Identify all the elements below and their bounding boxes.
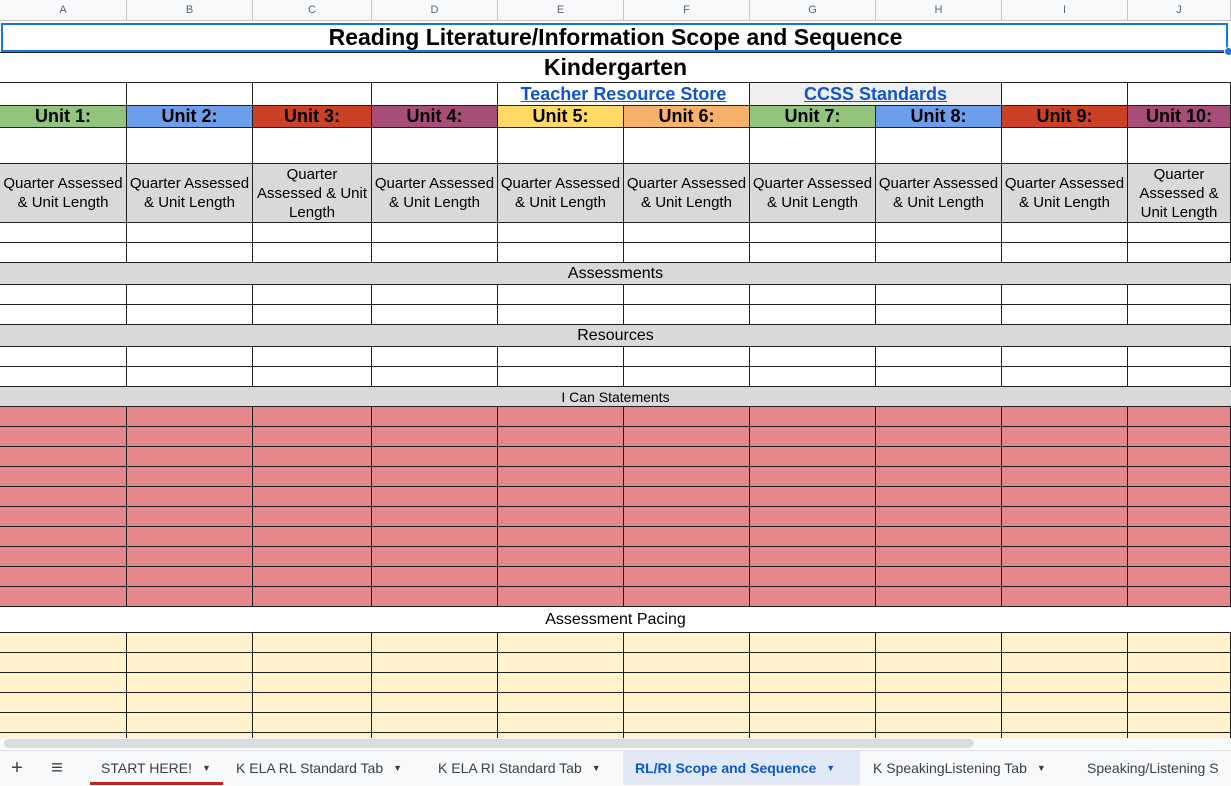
assessment-pacing-cell[interactable] — [372, 693, 498, 713]
assessment-pacing-cell[interactable] — [750, 693, 876, 713]
assessment-pacing-cell[interactable] — [750, 673, 876, 693]
assessment-pacing-cell[interactable] — [876, 673, 1002, 693]
assessment-pacing-cell[interactable] — [1128, 713, 1231, 733]
unit-header-5[interactable]: Unit 5: — [498, 106, 624, 128]
i-can-statement-cell[interactable] — [876, 547, 1002, 567]
assessment-pacing-cell[interactable] — [624, 653, 750, 673]
assessment-pacing-cell[interactable] — [253, 673, 372, 693]
i-can-statement-cell[interactable] — [372, 547, 498, 567]
column-header-d[interactable]: D — [372, 0, 498, 21]
sheet-tab-1[interactable] — [90, 751, 223, 785]
i-can-statement-cell[interactable] — [624, 467, 750, 487]
assessment-pacing-cell[interactable] — [498, 713, 624, 733]
empty-cell[interactable] — [0, 223, 127, 243]
quarter-assessed-cell-9[interactable]: Quarter Assessed & Unit Length — [1002, 164, 1128, 223]
i-can-statement-cell[interactable] — [372, 467, 498, 487]
assessment-pacing-cell[interactable] — [1002, 693, 1128, 713]
sheet-subtitle-cell[interactable]: Kindergarten — [0, 53, 1231, 83]
empty-cell[interactable] — [750, 223, 876, 243]
assessment-pacing-cell[interactable] — [372, 673, 498, 693]
i-can-statement-cell[interactable] — [750, 527, 876, 547]
i-can-statement-cell[interactable] — [876, 447, 1002, 467]
empty-cell[interactable] — [498, 243, 624, 263]
empty-cell[interactable] — [876, 128, 1002, 164]
sheet-tab-label: RL/RI Scope and Sequence — [635, 760, 817, 776]
empty-cell[interactable] — [1002, 128, 1128, 164]
resources-section-header[interactable]: Resources — [0, 325, 1231, 347]
empty-cell[interactable] — [127, 285, 253, 305]
i-can-statement-cell[interactable] — [253, 567, 372, 587]
i-can-statement-cell[interactable] — [372, 507, 498, 527]
i-can-statement-cell[interactable] — [253, 547, 372, 567]
chevron-down-icon[interactable]: ▼ — [826, 763, 836, 773]
i-can-statement-cell[interactable] — [0, 407, 127, 427]
empty-cell[interactable] — [372, 347, 498, 367]
empty-cell[interactable] — [876, 223, 1002, 243]
empty-cell[interactable] — [876, 243, 1002, 263]
unit-header-4[interactable]: Unit 4: — [372, 106, 498, 128]
quarter-assessed-cell-10[interactable]: Quarter Assessed & Unit Length — [1128, 164, 1231, 223]
assessment-pacing-cell[interactable] — [750, 653, 876, 673]
empty-cell[interactable] — [750, 285, 876, 305]
i-can-statement-cell[interactable] — [750, 507, 876, 527]
i-can-statement-cell[interactable] — [1002, 587, 1128, 607]
assessment-pacing-cell[interactable] — [498, 653, 624, 673]
sheet-tab-label: K ELA RI Standard Tab — [438, 760, 582, 776]
i-can-statement-cell[interactable] — [372, 567, 498, 587]
quarter-assessed-cell-4[interactable]: Quarter Assessed & Unit Length — [372, 164, 498, 223]
i-can-statement-cell[interactable] — [876, 467, 1002, 487]
empty-cell[interactable] — [624, 285, 750, 305]
i-can-statement-cell[interactable] — [624, 587, 750, 607]
i-can-statement-cell[interactable] — [624, 507, 750, 527]
assessment-pacing-cell[interactable] — [498, 633, 624, 653]
empty-cell[interactable] — [0, 305, 127, 325]
i-can-statement-cell[interactable] — [624, 447, 750, 467]
empty-cell[interactable] — [1002, 367, 1128, 387]
i-can-statement-cell[interactable] — [253, 427, 372, 447]
assessment-pacing-cell[interactable] — [876, 633, 1002, 653]
i-can-statement-cell[interactable] — [750, 587, 876, 607]
assessments-section-header[interactable]: Assessments — [0, 263, 1231, 285]
empty-cell[interactable] — [498, 285, 624, 305]
empty-cell[interactable] — [1128, 128, 1231, 164]
i-can-statement-cell[interactable] — [1128, 427, 1231, 447]
i-can-statement-cell[interactable] — [624, 407, 750, 427]
i-can-statement-cell[interactable] — [1002, 427, 1128, 447]
empty-cell[interactable] — [624, 367, 750, 387]
i-can-statement-cell[interactable] — [1128, 407, 1231, 427]
empty-cell[interactable] — [624, 128, 750, 164]
column-header-i[interactable]: I — [1002, 0, 1128, 21]
unit-header-3[interactable]: Unit 3: — [253, 106, 372, 128]
assessment-pacing-cell[interactable] — [498, 693, 624, 713]
i-can-statement-cell[interactable] — [750, 487, 876, 507]
i-can-statement-cell[interactable] — [372, 587, 498, 607]
horizontal-scrollbar-thumb[interactable] — [4, 739, 974, 748]
column-header-b[interactable]: B — [127, 0, 253, 21]
assessment-pacing-cell[interactable] — [0, 713, 127, 733]
empty-cell[interactable] — [0, 243, 127, 263]
assessment-pacing-cell[interactable] — [372, 713, 498, 733]
i-can-statement-cell[interactable] — [624, 527, 750, 547]
empty-cell[interactable] — [1002, 83, 1128, 106]
i-can-statement-cell[interactable] — [498, 487, 624, 507]
i-can-statement-cell[interactable] — [1128, 467, 1231, 487]
i-can-statement-cell[interactable] — [127, 467, 253, 487]
i-can-statement-cell[interactable] — [876, 567, 1002, 587]
empty-cell[interactable] — [127, 305, 253, 325]
empty-cell[interactable] — [0, 128, 127, 164]
i-can-statement-cell[interactable] — [1002, 447, 1128, 467]
i-can-statement-cell[interactable] — [876, 507, 1002, 527]
assessment-pacing-cell[interactable] — [253, 693, 372, 713]
i-can-statement-cell[interactable] — [1002, 527, 1128, 547]
i-can-statements-section-header[interactable]: I Can Statements — [0, 387, 1231, 407]
quarter-assessed-cell-5[interactable]: Quarter Assessed & Unit Length — [498, 164, 624, 223]
empty-cell[interactable] — [624, 223, 750, 243]
i-can-statement-cell[interactable] — [0, 547, 127, 567]
i-can-statement-cell[interactable] — [127, 507, 253, 527]
i-can-statement-cell[interactable] — [624, 427, 750, 447]
column-header-a[interactable]: A — [0, 0, 127, 21]
i-can-statement-cell[interactable] — [498, 427, 624, 447]
empty-cell[interactable] — [1002, 285, 1128, 305]
i-can-statement-cell[interactable] — [876, 487, 1002, 507]
i-can-statement-cell[interactable] — [750, 447, 876, 467]
teacher-resource-store-link[interactable]: Teacher Resource Store — [498, 83, 750, 106]
i-can-statement-cell[interactable] — [127, 587, 253, 607]
assessment-pacing-cell[interactable] — [876, 693, 1002, 713]
assessment-pacing-cell[interactable] — [498, 673, 624, 693]
assessment-pacing-cell[interactable] — [876, 713, 1002, 733]
assessment-pacing-section-header[interactable]: Assessment Pacing — [0, 607, 1231, 633]
i-can-statement-cell[interactable] — [498, 527, 624, 547]
unit-header-1[interactable]: Unit 1: — [0, 106, 127, 128]
assessment-pacing-cell[interactable] — [0, 693, 127, 713]
unit-header-2[interactable]: Unit 2: — [127, 106, 253, 128]
i-can-statement-cell[interactable] — [0, 447, 127, 467]
i-can-statement-cell[interactable] — [253, 527, 372, 547]
i-can-statement-cell[interactable] — [624, 567, 750, 587]
empty-cell[interactable] — [498, 305, 624, 325]
i-can-statement-cell[interactable] — [127, 447, 253, 467]
empty-cell[interactable] — [498, 128, 624, 164]
column-header-f[interactable]: F — [624, 0, 750, 21]
i-can-statement-cell[interactable] — [0, 427, 127, 447]
empty-cell[interactable] — [372, 223, 498, 243]
assessment-pacing-cell[interactable] — [127, 653, 253, 673]
assessment-pacing-cell[interactable] — [624, 713, 750, 733]
i-can-statement-cell[interactable] — [498, 547, 624, 567]
empty-cell[interactable] — [253, 83, 372, 106]
i-can-statement-cell[interactable] — [624, 547, 750, 567]
assessment-pacing-cell[interactable] — [372, 653, 498, 673]
quarter-assessed-cell-6[interactable]: Quarter Assessed & Unit Length — [624, 164, 750, 223]
i-can-statement-cell[interactable] — [0, 587, 127, 607]
i-can-statement-cell[interactable] — [876, 587, 1002, 607]
chevron-down-icon[interactable]: ▼ — [591, 763, 601, 773]
column-header-g[interactable]: G — [750, 0, 876, 21]
assessment-pacing-cell[interactable] — [127, 673, 253, 693]
i-can-statement-cell[interactable] — [253, 487, 372, 507]
empty-cell[interactable] — [372, 83, 498, 106]
empty-cell[interactable] — [1002, 223, 1128, 243]
empty-cell[interactable] — [0, 347, 127, 367]
assessment-pacing-cell[interactable] — [750, 713, 876, 733]
assessment-pacing-cell[interactable] — [624, 633, 750, 653]
empty-cell[interactable] — [253, 285, 372, 305]
sheet-tab-4[interactable] — [623, 751, 860, 785]
empty-cell[interactable] — [750, 367, 876, 387]
empty-cell[interactable] — [253, 305, 372, 325]
i-can-statement-cell[interactable] — [1002, 407, 1128, 427]
empty-cell[interactable] — [0, 285, 127, 305]
i-can-statement-cell[interactable] — [750, 547, 876, 567]
i-can-statement-cell[interactable] — [372, 447, 498, 467]
empty-cell[interactable] — [253, 128, 372, 164]
i-can-statement-cell[interactable] — [0, 527, 127, 547]
assessment-pacing-cell[interactable] — [1002, 713, 1128, 733]
empty-cell[interactable] — [1128, 305, 1231, 325]
chevron-down-icon[interactable]: ▼ — [393, 763, 403, 773]
add-sheet-button[interactable]: + — [11, 757, 23, 779]
assessment-pacing-cell[interactable] — [1128, 653, 1231, 673]
i-can-statement-cell[interactable] — [127, 547, 253, 567]
column-header-h[interactable]: H — [876, 0, 1002, 21]
all-sheets-menu-button[interactable]: ≡ — [51, 757, 63, 779]
empty-cell[interactable] — [372, 367, 498, 387]
i-can-statement-cell[interactable] — [372, 407, 498, 427]
assessment-pacing-cell[interactable] — [750, 633, 876, 653]
empty-cell[interactable] — [253, 243, 372, 263]
i-can-statement-cell[interactable] — [498, 507, 624, 527]
empty-cell[interactable] — [750, 305, 876, 325]
i-can-statement-cell[interactable] — [498, 567, 624, 587]
chevron-down-icon[interactable]: ▼ — [1036, 763, 1046, 773]
quarter-assessed-cell-7[interactable]: Quarter Assessed & Unit Length — [750, 164, 876, 223]
assessment-pacing-cell[interactable] — [127, 693, 253, 713]
i-can-statement-cell[interactable] — [253, 507, 372, 527]
sheet-title-cell[interactable]: Reading Literature/Information Scope and Sequence — [0, 22, 1231, 53]
fill-handle[interactable] — [1224, 47, 1231, 56]
empty-cell[interactable] — [498, 367, 624, 387]
quarter-assessed-cell-8[interactable]: Quarter Assessed & Unit Length — [876, 164, 1002, 223]
i-can-statement-cell[interactable] — [127, 527, 253, 547]
empty-cell[interactable] — [1128, 243, 1231, 263]
i-can-statement-cell[interactable] — [372, 487, 498, 507]
empty-cell[interactable] — [750, 243, 876, 263]
column-header-j[interactable]: J — [1128, 0, 1231, 21]
empty-cell[interactable] — [127, 223, 253, 243]
chevron-down-icon[interactable]: ▼ — [202, 763, 211, 773]
assessment-pacing-cell[interactable] — [1002, 633, 1128, 653]
empty-cell[interactable] — [372, 243, 498, 263]
empty-cell[interactable] — [253, 347, 372, 367]
assessment-pacing-cell[interactable] — [253, 653, 372, 673]
empty-cell[interactable] — [127, 243, 253, 263]
unit-header-7[interactable]: Unit 7: — [750, 106, 876, 128]
empty-cell[interactable] — [1002, 243, 1128, 263]
i-can-statement-cell[interactable] — [1002, 487, 1128, 507]
empty-cell[interactable] — [1128, 367, 1231, 387]
i-can-statement-cell[interactable] — [1128, 547, 1231, 567]
empty-cell[interactable] — [372, 128, 498, 164]
assessment-pacing-cell[interactable] — [1128, 673, 1231, 693]
i-can-statement-cell[interactable] — [1128, 527, 1231, 547]
i-can-statement-cell[interactable] — [253, 447, 372, 467]
i-can-statement-cell[interactable] — [253, 407, 372, 427]
i-can-statement-cell[interactable] — [750, 467, 876, 487]
i-can-statement-cell[interactable] — [750, 427, 876, 447]
i-can-statement-cell[interactable] — [253, 467, 372, 487]
sheet-tab-6[interactable] — [1075, 751, 1231, 785]
i-can-statement-cell[interactable] — [0, 507, 127, 527]
i-can-statement-cell[interactable] — [498, 407, 624, 427]
unit-header-6[interactable]: Unit 6: — [624, 106, 750, 128]
assessment-pacing-cell[interactable] — [253, 633, 372, 653]
assessment-pacing-cell[interactable] — [1002, 673, 1128, 693]
empty-cell[interactable] — [624, 243, 750, 263]
i-can-statement-cell[interactable] — [127, 487, 253, 507]
assessment-pacing-cell[interactable] — [372, 633, 498, 653]
assessment-pacing-cell[interactable] — [1128, 693, 1231, 713]
empty-cell[interactable] — [876, 305, 1002, 325]
empty-cell[interactable] — [127, 347, 253, 367]
empty-cell[interactable] — [624, 305, 750, 325]
unit-header-8[interactable]: Unit 8: — [876, 106, 1002, 128]
column-header-e[interactable]: E — [498, 0, 624, 21]
i-can-statement-cell[interactable] — [498, 447, 624, 467]
sheet-tab-2[interactable] — [224, 751, 426, 785]
i-can-statement-cell[interactable] — [498, 467, 624, 487]
assessment-pacing-cell[interactable] — [0, 673, 127, 693]
empty-cell[interactable] — [127, 128, 253, 164]
unit-header-9[interactable]: Unit 9: — [1002, 106, 1128, 128]
i-can-statement-cell[interactable] — [1128, 447, 1231, 467]
i-can-statement-cell[interactable] — [624, 487, 750, 507]
i-can-statement-cell[interactable] — [1128, 487, 1231, 507]
assessment-pacing-cell[interactable] — [127, 633, 253, 653]
empty-cell[interactable] — [750, 128, 876, 164]
i-can-statement-cell[interactable] — [0, 567, 127, 587]
sheet-tab-label: START HERE! — [101, 760, 193, 776]
empty-cell[interactable] — [1002, 347, 1128, 367]
i-can-statement-cell[interactable] — [1128, 587, 1231, 607]
i-can-statement-cell[interactable] — [750, 567, 876, 587]
assessment-pacing-cell[interactable] — [1002, 653, 1128, 673]
empty-cell[interactable] — [876, 285, 1002, 305]
sheet-tab-label: K SpeakingListening Tab — [873, 760, 1027, 776]
assessment-pacing-cell[interactable] — [876, 653, 1002, 673]
i-can-statement-cell[interactable] — [1002, 467, 1128, 487]
empty-cell[interactable] — [372, 305, 498, 325]
empty-cell[interactable] — [876, 347, 1002, 367]
i-can-statement-cell[interactable] — [1002, 567, 1128, 587]
i-can-statement-cell[interactable] — [0, 467, 127, 487]
assessment-pacing-cell[interactable] — [1128, 633, 1231, 653]
empty-cell[interactable] — [0, 83, 127, 106]
empty-cell[interactable] — [0, 367, 127, 387]
assessment-pacing-cell[interactable] — [0, 653, 127, 673]
empty-cell[interactable] — [127, 367, 253, 387]
empty-cell[interactable] — [1128, 223, 1231, 243]
i-can-statement-cell[interactable] — [127, 407, 253, 427]
i-can-statement-cell[interactable] — [876, 407, 1002, 427]
empty-cell[interactable] — [1002, 305, 1128, 325]
empty-cell[interactable] — [1128, 347, 1231, 367]
unit-header-10[interactable]: Unit 10: — [1128, 106, 1231, 128]
i-can-statement-cell[interactable] — [1128, 567, 1231, 587]
empty-cell[interactable] — [498, 223, 624, 243]
i-can-statement-cell[interactable] — [750, 407, 876, 427]
empty-cell[interactable] — [1128, 285, 1231, 305]
ccss-standards-link[interactable]: CCSS Standards — [750, 83, 1002, 106]
sheet-tab-label: K ELA RL Standard Tab — [236, 760, 384, 776]
empty-cell[interactable] — [876, 367, 1002, 387]
empty-cell[interactable] — [253, 223, 372, 243]
quarter-assessed-cell-3[interactable]: Quarter Assessed & Unit Length — [253, 164, 372, 223]
i-can-statement-cell[interactable] — [498, 587, 624, 607]
column-header-c[interactable]: C — [253, 0, 372, 21]
sheet-tab-3[interactable] — [426, 751, 623, 785]
sheet-tab-5[interactable] — [861, 751, 1075, 785]
empty-cell[interactable] — [127, 83, 253, 106]
assessment-pacing-cell[interactable] — [127, 713, 253, 733]
i-can-statement-cell[interactable] — [1002, 547, 1128, 567]
i-can-statement-cell[interactable] — [372, 427, 498, 447]
quarter-assessed-cell-1[interactable]: Quarter Assessed & Unit Length — [0, 164, 127, 223]
assessment-pacing-cell[interactable] — [0, 633, 127, 653]
assessment-pacing-cell[interactable] — [624, 693, 750, 713]
empty-cell[interactable] — [1128, 83, 1231, 106]
i-can-statement-cell[interactable] — [253, 587, 372, 607]
i-can-statement-cell[interactable] — [127, 567, 253, 587]
i-can-statement-cell[interactable] — [127, 427, 253, 447]
sheet-tab-label: Speaking/Listening S — [1087, 760, 1219, 776]
i-can-statement-cell[interactable] — [1002, 507, 1128, 527]
quarter-assessed-cell-2[interactable]: Quarter Assessed & Unit Length — [127, 164, 253, 223]
empty-cell[interactable] — [498, 347, 624, 367]
sheet-tab-bar — [0, 750, 1231, 785]
i-can-statement-cell[interactable] — [1128, 507, 1231, 527]
i-can-statement-cell[interactable] — [876, 527, 1002, 547]
assessment-pacing-cell[interactable] — [253, 713, 372, 733]
empty-cell[interactable] — [624, 347, 750, 367]
empty-cell[interactable] — [372, 285, 498, 305]
i-can-statement-cell[interactable] — [876, 427, 1002, 447]
assessment-pacing-cell[interactable] — [624, 673, 750, 693]
empty-cell[interactable] — [253, 367, 372, 387]
i-can-statement-cell[interactable] — [0, 487, 127, 507]
i-can-statement-cell[interactable] — [372, 527, 498, 547]
empty-cell[interactable] — [750, 347, 876, 367]
